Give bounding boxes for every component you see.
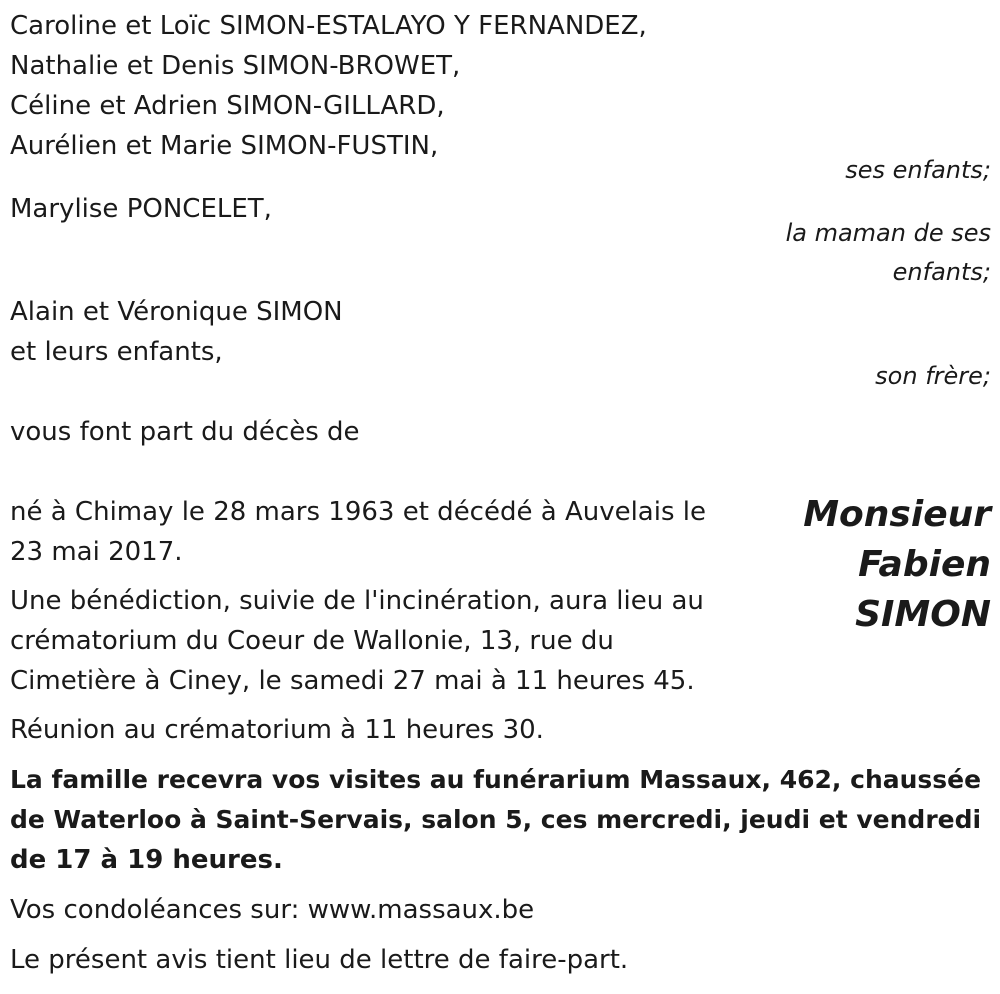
notice-text: Le présent avis tient lieu de lettre de faire-part. — [10, 945, 629, 975]
mother-role-line2: enfants; — [892, 258, 991, 286]
deceased-title: Monsieur — [803, 494, 991, 535]
deceased-name — [803, 490, 991, 640]
child-family-line: Nathalie et Denis SIMON-BROWET, — [10, 51, 461, 81]
birth-death-line2: 23 mai 2017. — [10, 537, 183, 567]
ceremony-line3: Cimetière à Ciney, le samedi 27 mai à 11 heures 45. — [10, 666, 695, 696]
brother-role: son frère; — [875, 362, 991, 390]
child-family-line: Aurélien et Marie SIMON-FUSTIN, — [10, 131, 439, 161]
visits-line2: de Waterloo à Saint-Servais, salon 5, ces mercredi, jeudi et vendredi — [10, 805, 982, 834]
ceremony-line1: Une bénédiction, suivie de l'incinération, aura lieu au — [10, 586, 704, 616]
condolences-info: Vos condoléances sur: www.massaux.be — [10, 895, 535, 925]
deceased-last-name: SIMON — [855, 594, 991, 635]
child-family-line: Céline et Adrien SIMON-GILLARD, — [10, 91, 445, 121]
deceased-first-name: Fabien — [858, 544, 991, 585]
brother-name: Alain et Véronique SIMON — [10, 297, 343, 327]
brother-children: et leurs enfants, — [10, 337, 223, 367]
ceremony-line2: crématorium du Coeur de Wallonie, 13, rue du — [10, 626, 614, 656]
child-family-line: Caroline et Loïc SIMON-ESTALAYO Y FERNANDEZ, — [10, 11, 647, 41]
meeting-info: Réunion au crématorium à 11 heures 30. — [10, 715, 544, 745]
mother-role-line1: la maman de ses — [785, 219, 991, 247]
mother-name: Marylise PONCELET, — [10, 194, 272, 224]
birth-death-line1: né à Chimay le 28 mars 1963 et décédé à Auvelais le — [10, 497, 706, 527]
visits-line1: La famille recevra vos visites au funérarium Massaux, 462, chaussée — [10, 765, 982, 794]
children-role: ses enfants; — [845, 156, 991, 184]
visits-line3: de 17 à 19 heures. — [10, 845, 283, 875]
announcement: vous font part du décès de — [10, 417, 360, 447]
